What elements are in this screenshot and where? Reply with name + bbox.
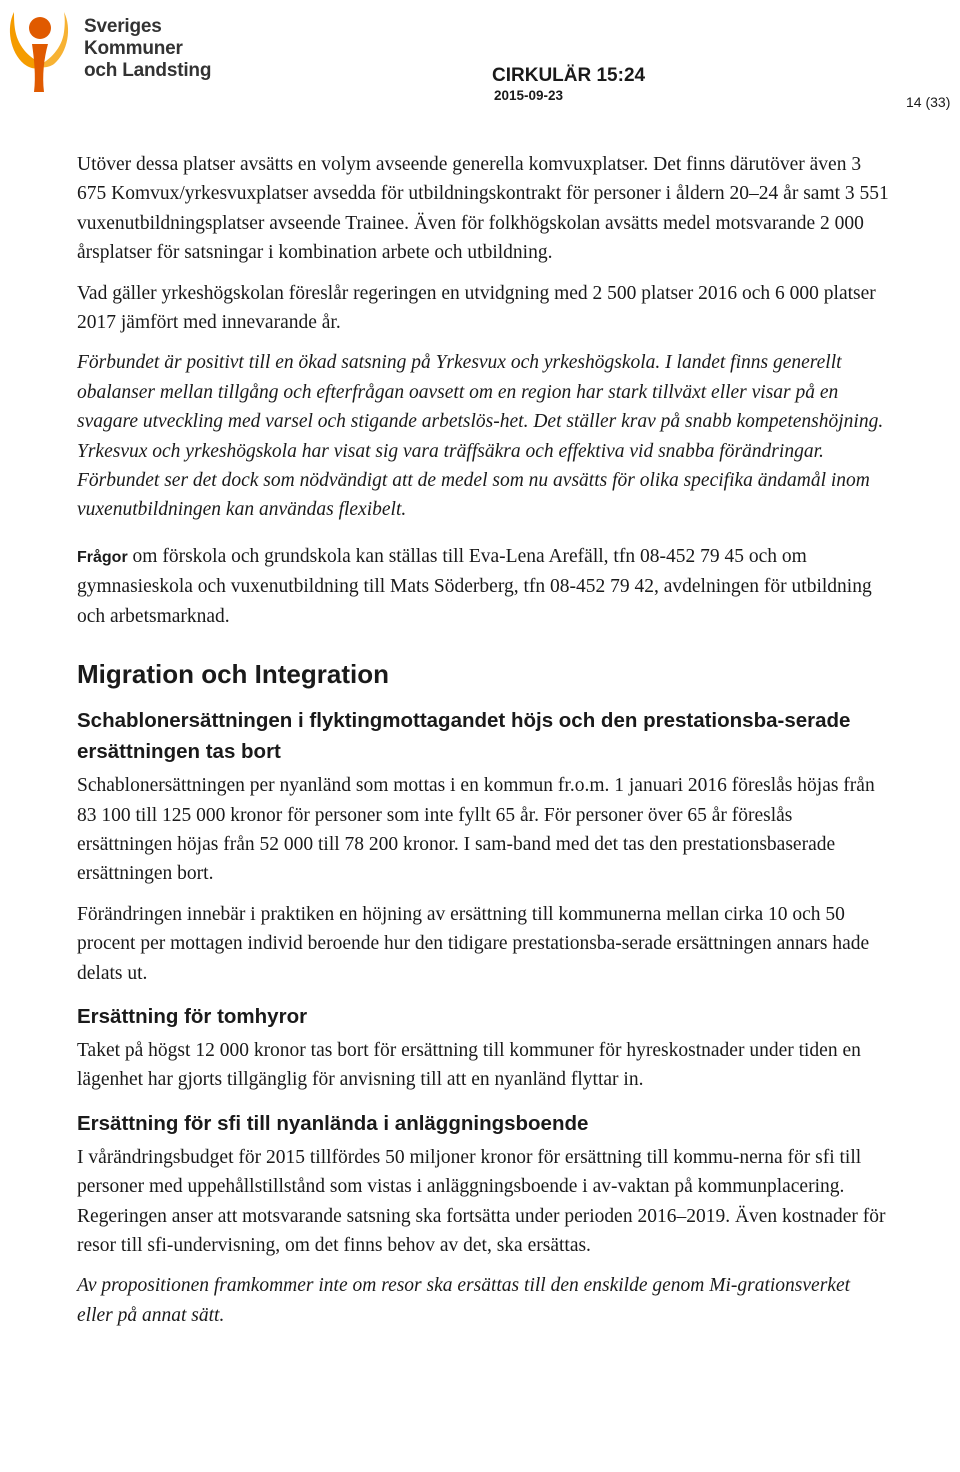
logo-figure-icon <box>4 6 76 94</box>
subheading-tomhyror: Ersättning för tomhyror <box>77 1004 308 1028</box>
page-number: 14 (33) <box>906 94 951 110</box>
subheading-schablon: Schablonersättningen i flyktingmottagandet höjs och den prestationsba-serade ersättningen tas bort <box>77 709 851 764</box>
paragraph-contact <box>77 542 889 631</box>
organization-logo <box>4 6 214 94</box>
logo-line-3: och Landsting <box>84 60 212 81</box>
logo-line-1: Sveriges <box>84 16 162 37</box>
paragraph-yrkeshogskolan: Vad gäller yrkeshögskolan föreslår regeringen en utvidgning med 2 500 platser 2016 och 6 000 platser 2017 jämfört med innevarande år. <box>77 282 876 334</box>
logo-line-2: Kommuner <box>84 38 183 59</box>
document-body <box>77 150 889 1330</box>
circular-date: 2015-09-23 <box>494 88 564 103</box>
paragraph-schablon: Schablonersättningen per nyanländ som mottas i en kommun fr.o.m. 1 januari 2016 föreslås höjas från 83 100 till 125 000 kronor för personer som inte fyllt 65 år. För personer över 65 år föreslås ersättningen höjas från 52 000 till 78 200 kronor. I sam-band med det tas den prestationsbaserade ersättningen bort. <box>77 775 875 885</box>
logo-wordmark <box>84 16 211 82</box>
contact-lead: Frågor <box>77 548 128 566</box>
paragraph-forbundet-position: Förbundet är positivt till en ökad satsning på Yrkesvux och yrkeshögskola. I landet finns generellt obalanser mellan tillgång och efterfrågan oavsett om en region har stark tillväxt eller visar på en svagare utveckling med varsel och stigande arbetslös-het. Det ställer krav på snabb kompetenshöjning. Yrkesvux och yrkeshögskola har visat sig vara träffsäkra och effektiva vid snabba förändringar. Förbundet ser det dock som nödvändigt att de medel som nu avsätts för olika specifika ändamål inom vuxenutbildningen kan användas flexibelt. <box>77 352 884 521</box>
circular-title: CIRKULÄR 15:24 <box>492 65 646 86</box>
section-heading-migration: Migration och Integration <box>77 659 389 690</box>
subheading-sfi: Ersättning för sfi till nyanlända i anläggningsboende <box>77 1111 589 1135</box>
paragraph-komvux: Utöver dessa platser avsätts en volym avseende generella komvuxplatser. Det finns därutöver även 3 675 Komvux/yrkesvuxplatser avsedda för utbildningskontrakt för personer i åldern 20–24 år samt 3 551 vuxenutbildningsplatser avseende Trainee. Även för folkhögskolan avsätts medel motsvarande 2 000 årsplatser för satsningar i kombination arbete och utbildning. <box>77 154 889 264</box>
paragraph-forandringen: Förändringen innebär i praktiken en höjning av ersättning till kommunerna mellan cirka 10 och 50 procent per mottagen individ beroende hur den tidigare prestationsba-serade ersättningen annars hade delats ut. <box>77 903 870 984</box>
paragraph-resor: Av propositionen framkommer inte om resor ska ersättas till den enskilde genom Mi-grationsverket eller på annat sätt. <box>77 1275 851 1326</box>
contact-text: om förskola och grundskola kan ställas till Eva-Lena Arefäll, tfn 08-452 79 45 och om gymnasieskola och vuxenutbildning till Mats Söderberg, tfn 08-452 79 42, avdelningen för utbildning och arbetsmarknad. <box>77 545 872 627</box>
paragraph-sfi: I vårändringsbudget för 2015 tillfördes 50 miljoner kronor för ersättning till kommu-nerna för sfi till personer med uppehållstillstånd som vistas i anläggningsboende i av-vaktan på kommunplacering. Regeringen anser att motsvarande satsning ska fortsätta under perioden 2016–2019. Även kostnader för resor till sfi-undervisning, om det finns behov av det, ska ersättas. <box>77 1146 886 1256</box>
paragraph-tomhyror: Taket på högst 12 000 kronor tas bort för ersättning till kommuner för hyreskostnader under tiden en lägenhet har gjorts tillgänglig för anvisning till att en nyanländ flyttar in. <box>77 1039 861 1091</box>
